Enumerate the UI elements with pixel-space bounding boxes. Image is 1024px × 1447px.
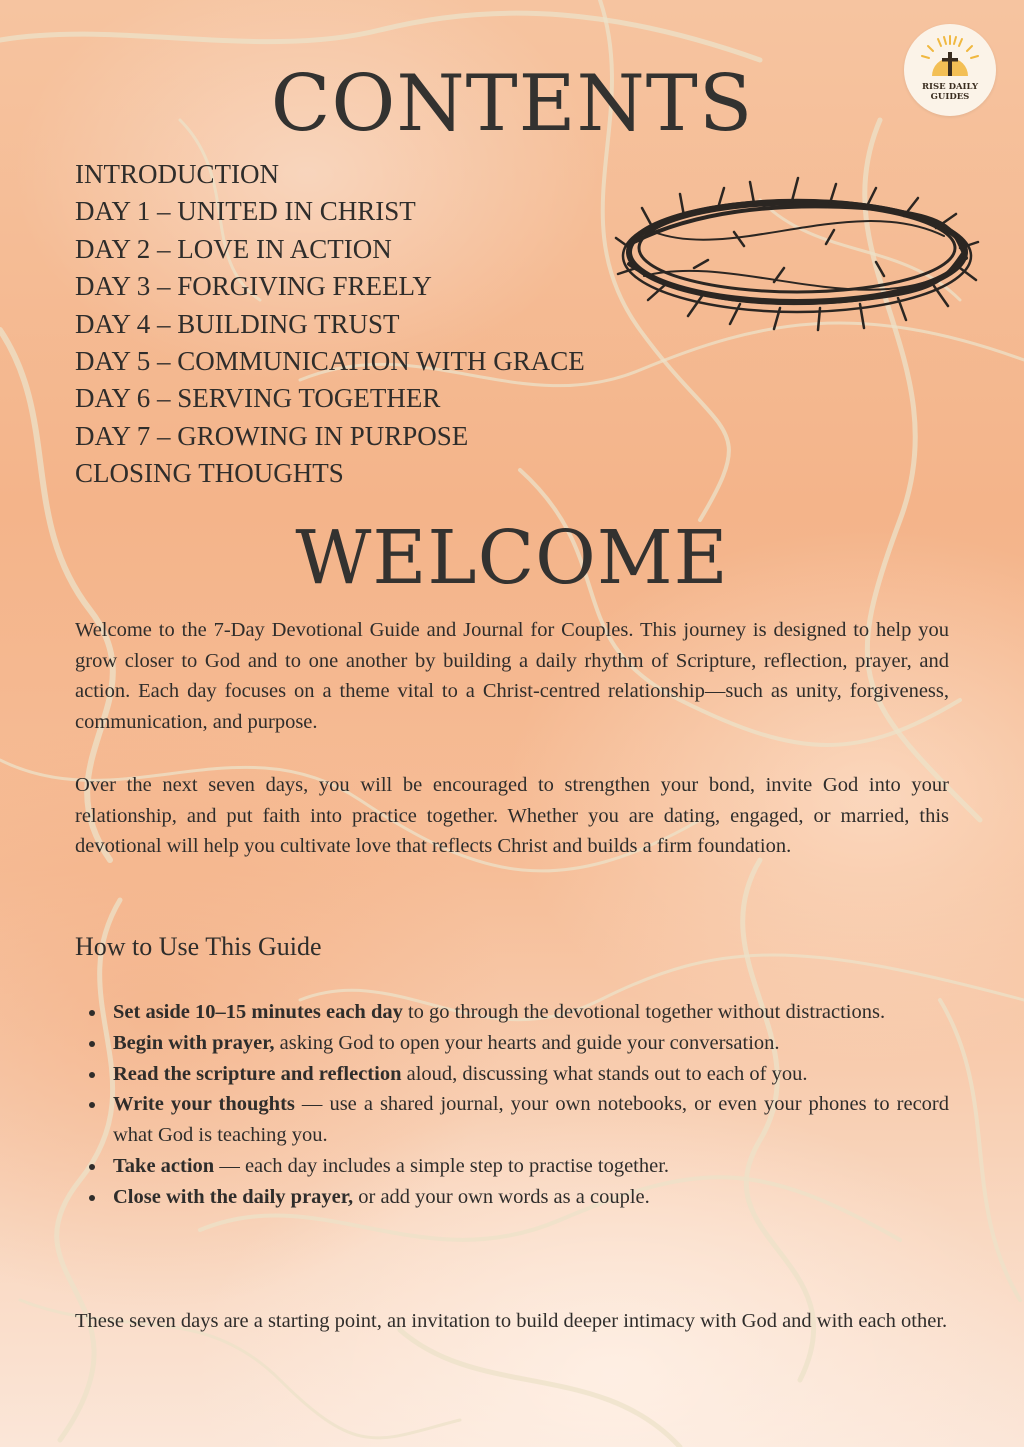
- welcome-paragraph-2: Over the next seven days, you will be encouraged to strengthen your bond, invite God into your relationship, and put faith into practice together. Whether you are dating, engaged, or married, this devotional will help you cultivate love that reflects Christ and builds a firm foundation.: [75, 774, 949, 858]
- step-text: asking God to open your hearts and guide your conversation.: [274, 1031, 780, 1054]
- toc-item-day-2[interactable]: DAY 2 – LOVE IN ACTION: [75, 233, 392, 264]
- list-item: [75, 997, 949, 1028]
- list-item: [75, 1059, 949, 1090]
- toc-item-day-3[interactable]: DAY 3 – FORGIVING FREELY: [75, 271, 432, 302]
- toc-item-day-4[interactable]: DAY 4 – BUILDING TRUST: [75, 308, 400, 339]
- list-item: [75, 1182, 949, 1213]
- list-item: [75, 1089, 949, 1151]
- how-to-use-list: [75, 997, 949, 1213]
- step-text: to go through the devotional together without distractions.: [402, 1001, 886, 1023]
- closing-paragraph: These seven days are a starting point, an invitation to build deeper intimacy with God and with each other.: [75, 1310, 948, 1332]
- step-text: or add your own words as a couple.: [353, 1185, 650, 1208]
- step-text: — each day includes a simple step to practise together.: [214, 1154, 670, 1177]
- welcome-paragraph-1: Welcome to the 7-Day Devotional Guide and Journal for Couples. This journey is designed to help you grow closer to God and to one another by building a daily rhythm of Scripture, reflection, prayer, and action. Each day focuses on a theme vital to a Christ-centred relationship—such as unity, forgiveness, communication, and purpose.: [75, 619, 949, 733]
- welcome-title: WELCOME: [295, 515, 729, 601]
- toc-item-day-7[interactable]: DAY 7 – GROWING IN PURPOSE: [75, 420, 469, 451]
- toc-item-introduction[interactable]: INTRODUCTION: [75, 159, 279, 189]
- list-item: [75, 1028, 949, 1059]
- toc-item-day-1[interactable]: DAY 1 – UNITED IN CHRIST: [75, 196, 416, 227]
- step-bold: Close with the daily prayer,: [113, 1185, 354, 1208]
- step-bold: Begin with prayer,: [113, 1031, 275, 1054]
- step-bold: Read the scripture and reflection: [113, 1062, 402, 1085]
- table-of-contents: [75, 156, 585, 493]
- step-text: aloud, discussing what stands out to each of you.: [401, 1062, 808, 1085]
- contents-title: CONTENTS: [270, 59, 754, 149]
- logo-line-2: GUIDES: [930, 92, 970, 102]
- toc-item-closing[interactable]: CLOSING THOUGHTS: [75, 458, 344, 489]
- step-bold: Take action: [113, 1154, 215, 1177]
- step-bold: Write your thoughts: [113, 1093, 295, 1116]
- toc-item-day-6[interactable]: DAY 6 – SERVING TOGETHER: [75, 383, 441, 414]
- step-bold: Set aside 10–15 minutes each day: [113, 1001, 403, 1023]
- list-item: [75, 1151, 949, 1182]
- crown-of-thorns-icon: [614, 172, 980, 332]
- logo-line-1: RISE DAILY: [921, 82, 979, 92]
- how-to-use-heading: How to Use This Guide: [75, 932, 322, 961]
- toc-item-day-5[interactable]: DAY 5 – COMMUNICATION WITH GRACE: [75, 346, 585, 377]
- step-text: — use a shared journal, your own notebooks, or even your phones to record what God is teaching you.: [113, 1093, 949, 1147]
